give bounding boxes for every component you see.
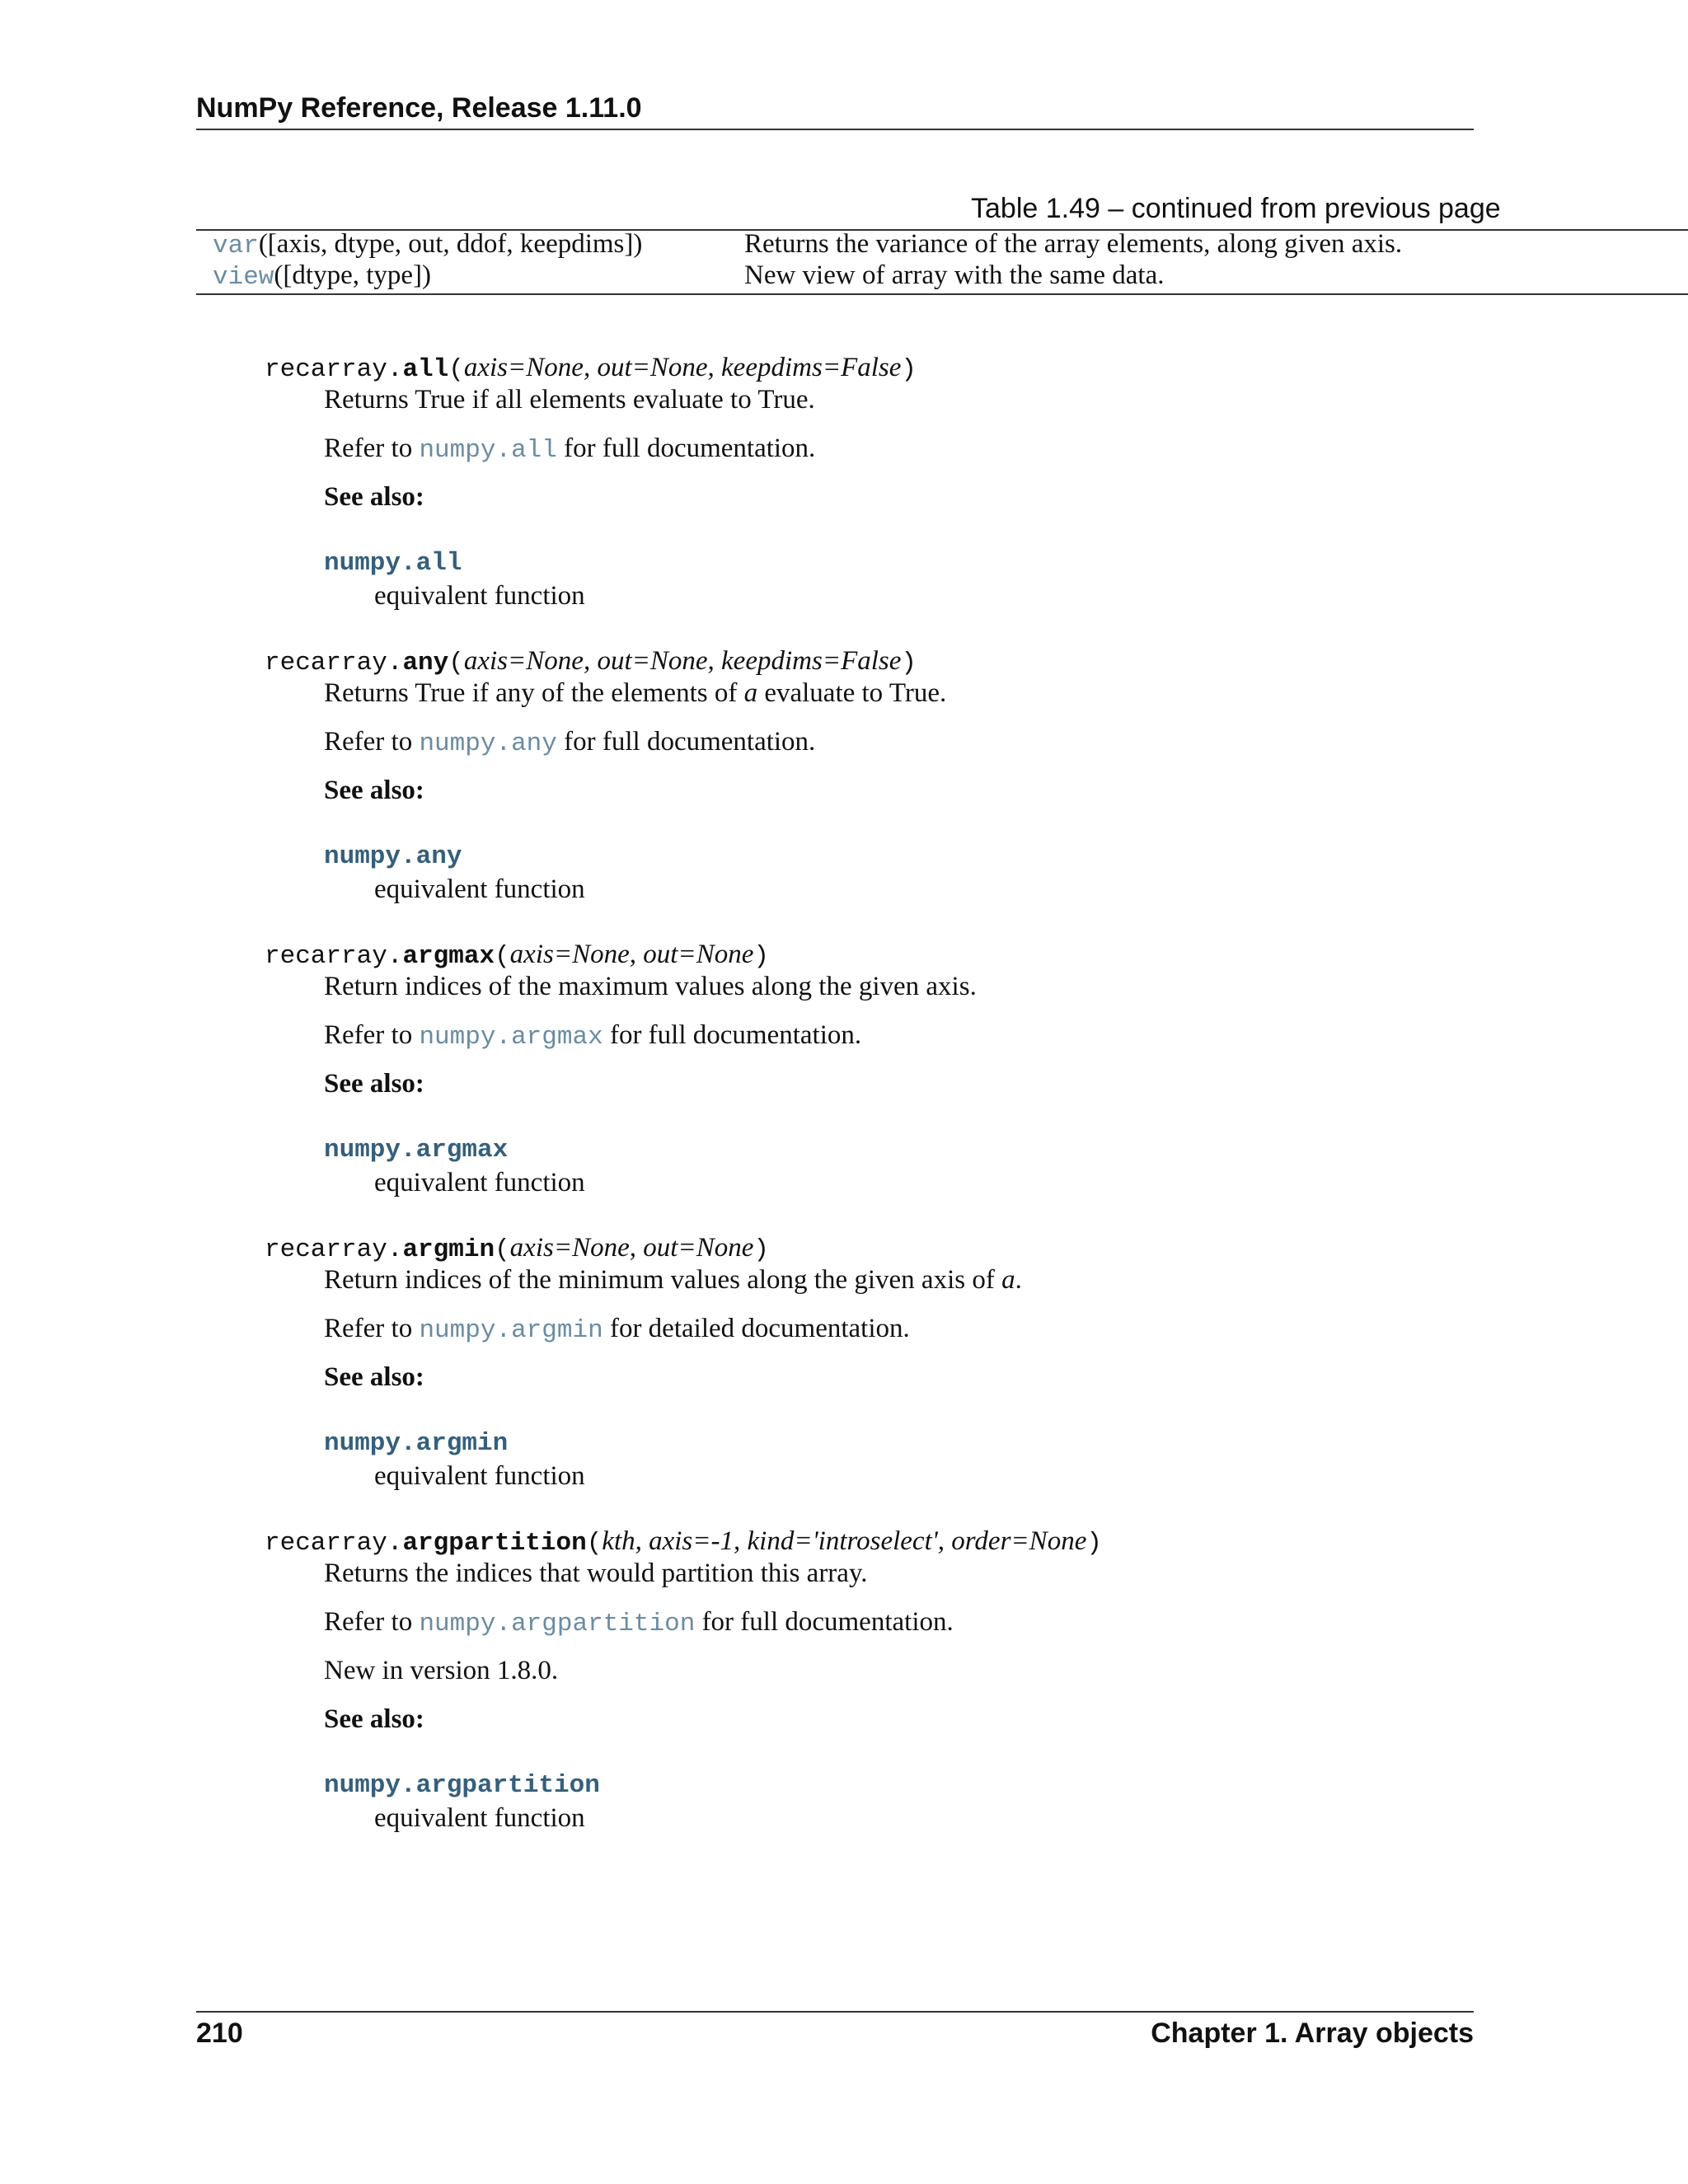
method-summary: Return indices of the minimum values along the given axis of a. [324, 1265, 1022, 1295]
table-bottom-rule [196, 293, 1688, 295]
method-name: argmax [402, 942, 495, 971]
method-summary: Returns True if all elements evaluate to True. [324, 385, 815, 415]
refer-link[interactable]: numpy.argmax [419, 1023, 603, 1052]
see-also-description: equivalent function [374, 1168, 585, 1197]
table-row-args: ([axis, dtype, out, ddof, keepdims]) [258, 229, 643, 259]
see-also-link[interactable]: numpy.any [324, 842, 462, 871]
method-summary: Returns the indices that would partition this array. [324, 1558, 868, 1588]
method-signature-argmin: recarray.argmin(axis=None, out=None) [265, 1233, 769, 1264]
method-params: axis=None, out=None, keepdims=False [463, 646, 902, 676]
table-row-description: New view of array with the same data. [744, 260, 1165, 290]
method-summary: Returns True if any of the elements of a evaluate to True. [324, 678, 947, 708]
see-also-heading: See also: [324, 776, 424, 805]
method-signature-all: recarray.all(axis=None, out=None, keepdims=False) [265, 353, 917, 384]
see-also-heading: See also: [324, 482, 424, 512]
method-signature-any: recarray.any(axis=None, out=None, keepdims=False) [265, 646, 917, 677]
refer-link[interactable]: numpy.all [419, 436, 557, 465]
method-signature-argpartition: recarray.argpartition(kth, axis=-1, kind='introselect', order=None) [265, 1526, 1102, 1558]
chapter-title: Chapter 1. Array objects [1151, 2018, 1474, 2049]
method-name: any [402, 649, 449, 677]
method-params: axis=None, out=None, keepdims=False [463, 353, 902, 382]
refer-paragraph: Refer to numpy.argmin for detailed documentation. [324, 1314, 910, 1345]
table-row-name-link[interactable]: var [213, 232, 259, 260]
see-also-description: equivalent function [374, 1803, 585, 1833]
see-also-description: equivalent function [374, 581, 585, 611]
header-rule [196, 129, 1474, 130]
page-number: 210 [196, 2018, 243, 2049]
refer-paragraph: Refer to numpy.argpartition for full documentation. [324, 1607, 954, 1638]
method-name: all [402, 355, 449, 384]
method-params: axis=None, out=None [509, 1233, 754, 1263]
see-also-heading: See also: [324, 1069, 424, 1099]
see-also-link[interactable]: numpy.argpartition [324, 1771, 600, 1800]
see-also-heading: See also: [324, 1362, 424, 1392]
see-also-link[interactable]: numpy.all [324, 549, 462, 578]
table-row [213, 229, 1403, 260]
see-also-description: equivalent function [374, 874, 585, 904]
footer-rule [196, 2011, 1474, 2013]
refer-link[interactable]: numpy.any [419, 729, 557, 758]
method-summary: Return indices of the maximum values along the given axis. [324, 972, 977, 1001]
refer-link[interactable]: numpy.argpartition [419, 1610, 696, 1638]
see-also-link[interactable]: numpy.argmin [324, 1429, 509, 1458]
refer-paragraph: Refer to numpy.all for full documentation. [324, 434, 816, 465]
method-name: argpartition [402, 1529, 587, 1558]
see-also-description: equivalent function [374, 1461, 585, 1491]
table-row-name-link[interactable]: view [213, 263, 274, 292]
refer-link[interactable]: numpy.argmin [419, 1316, 603, 1345]
method-params: axis=None, out=None [509, 940, 754, 969]
method-name: argmin [402, 1235, 495, 1264]
table-row [213, 260, 1165, 292]
method-signature-argmax: recarray.argmax(axis=None, out=None) [265, 940, 769, 971]
table-row-args: ([dtype, type]) [274, 260, 432, 290]
refer-paragraph: Refer to numpy.any for full documentation. [324, 727, 816, 758]
see-also-heading: See also: [324, 1704, 424, 1734]
table-row-description: Returns the variance of the array elements, along given axis. [744, 229, 1403, 259]
method-params: kth, axis=-1, kind='introselect', order=None [602, 1526, 1087, 1556]
see-also-link[interactable]: numpy.argmax [324, 1136, 509, 1165]
refer-paragraph: Refer to numpy.argmax for full documentation. [324, 1020, 862, 1052]
version-note: New in version 1.8.0. [324, 1656, 559, 1685]
running-header: NumPy Reference, Release 1.11.0 [196, 92, 642, 124]
table-caption: Table 1.49 – continued from previous page [971, 193, 1501, 224]
